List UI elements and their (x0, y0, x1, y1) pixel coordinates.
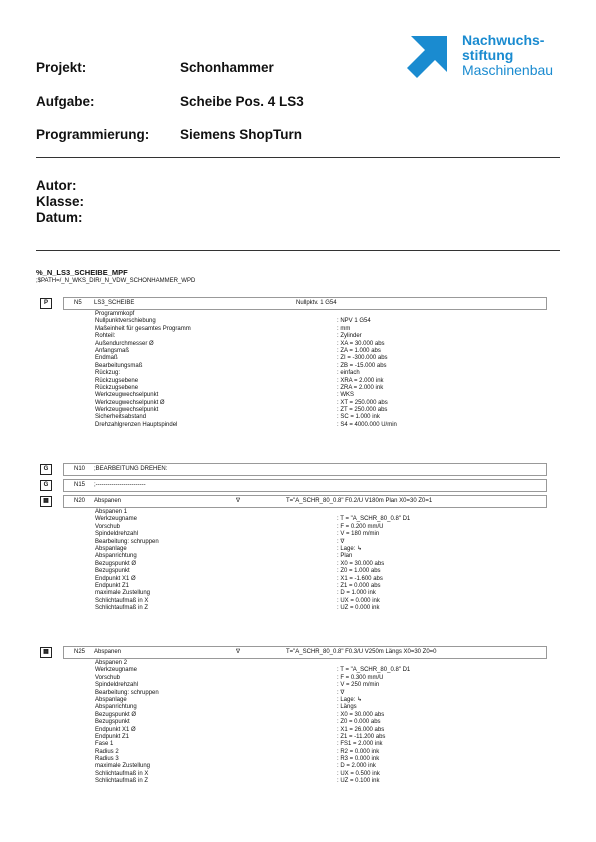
param-value: : Z0 = 1.000 abs (337, 568, 381, 575)
param-label: Endpunkt Z1 (95, 733, 130, 740)
param-value: : R3 = 0.000 ink (337, 756, 380, 763)
param-row (95, 712, 515, 719)
class-label: Klasse: (36, 194, 85, 209)
param-label: maximale Zustellung (95, 590, 151, 597)
param-row (95, 704, 515, 711)
block-number: N10 (74, 466, 86, 472)
g-code-icon: G (40, 464, 52, 475)
param-value: : ∇ (337, 538, 345, 545)
block-name: Abspanen (94, 649, 122, 655)
param-label: Vorschub (95, 674, 121, 681)
param-row (95, 311, 515, 318)
param-row (95, 660, 515, 667)
block-summary: Nullpktv. 1 G54 (296, 300, 337, 306)
param-label: Endmaß (95, 355, 118, 362)
param-value: : D = 1.000 ink (337, 590, 376, 597)
param-row (95, 385, 515, 392)
param-row (95, 682, 515, 689)
param-label: Endpunkt X1 Ø (95, 726, 136, 733)
param-value: : Lage: ↳ (337, 545, 363, 552)
param-label: Bezugspunkt Ø (95, 560, 137, 567)
param-row (95, 561, 515, 568)
param-row (95, 590, 515, 597)
param-row (95, 318, 515, 325)
param-row (95, 370, 515, 377)
param-row (95, 539, 515, 546)
param-row (95, 778, 515, 785)
logo (405, 30, 565, 82)
param-label: Abspanen 1 (95, 509, 128, 515)
param-value: : V = 250 m/min (337, 682, 380, 689)
param-value: : XT = 250.000 abs (337, 399, 388, 406)
block-name: Abspanen (94, 498, 122, 504)
param-row (95, 727, 515, 734)
param-row (95, 392, 515, 399)
param-value: : Lage: ↳ (337, 696, 363, 703)
param-row (95, 348, 515, 355)
param-value: : UX = 0.000 ink (337, 597, 380, 604)
param-value: : F = 0.300 mm/U (337, 674, 384, 681)
param-row (95, 741, 515, 748)
param-label: Drehzahlgrenzen Hauptspindel (95, 421, 178, 428)
param-value: : XRA = 2.000 ink (337, 377, 384, 384)
param-value: : ZRA = 2.000 ink (337, 384, 384, 391)
block-header (63, 495, 547, 508)
param-value: : Längs (337, 704, 357, 711)
header-value: Scheibe Pos. 4 LS3 (180, 94, 304, 109)
param-value: : X1 = -1.600 abs (337, 575, 383, 582)
param-row (95, 363, 515, 370)
param-row (95, 400, 515, 407)
param-row (95, 719, 515, 726)
param-value: : X0 = 30.000 abs (337, 711, 385, 718)
param-row (95, 568, 515, 575)
param-label: Abspanlage (95, 696, 127, 703)
param-row (95, 553, 515, 560)
block-name: ;BEARBEITUNG DREHEN: (94, 466, 168, 472)
param-value: : Z1 = -11.200 abs (337, 733, 386, 740)
program-path: ;$PATH=/_N_WKS_DIR/_N_VDW_SCHONHAMMER_WPD (36, 278, 196, 284)
param-label: Bezugspunkt Ø (95, 711, 137, 718)
param-row (95, 749, 515, 756)
param-label: Werkzeugname (95, 667, 137, 674)
param-value: : ∇ (337, 689, 345, 696)
block-number: N5 (74, 300, 82, 306)
param-row (95, 509, 515, 516)
param-label: Werkzeugname (95, 516, 137, 523)
param-row (95, 675, 515, 682)
param-row (95, 333, 515, 340)
param-row (95, 667, 515, 674)
header-label: Programmierung: (36, 127, 150, 142)
logo-line: Nachwuchs- (462, 32, 545, 48)
param-value: : X1 = 26.000 abs (337, 726, 385, 733)
param-row (95, 583, 515, 590)
header-label: Projekt: (36, 60, 87, 75)
param-value: : XA = 30.000 abs (337, 340, 385, 347)
param-value: : Z0 = 0.000 abs (337, 719, 381, 726)
param-label: Endpunkt X1 Ø (95, 575, 136, 582)
param-label: Schlichtaufmaß in X (95, 597, 149, 604)
param-label: Maßeinheit für gesamtes Programm (95, 325, 191, 332)
param-value: : UX = 0.500 ink (337, 770, 380, 777)
logo-line: stiftung (462, 47, 514, 63)
g-code-icon: G (40, 480, 52, 491)
param-value: : ZB = -15.000 abs (337, 362, 387, 369)
stock-removal-icon: ▦ (40, 496, 52, 507)
param-value: : einfach (337, 370, 360, 377)
param-row (95, 355, 515, 362)
param-row (95, 422, 515, 429)
param-label: Abspanrichtung (95, 704, 137, 711)
block-name: LS3_SCHEIBE (94, 300, 135, 306)
param-value: : ZA = 1.000 abs (337, 347, 381, 354)
param-value: : F = 0.200 mm/U (337, 523, 384, 530)
param-value: : S4 = 4000.000 U/min (337, 421, 397, 428)
param-value: : SC = 1.000 ink (337, 414, 380, 421)
param-label: Schlichtaufmaß in Z (95, 778, 149, 785)
param-label: Spindeldrehzahl (95, 682, 139, 689)
block-number: N15 (74, 482, 86, 488)
param-row (95, 697, 515, 704)
param-row (95, 690, 515, 697)
block-header (63, 463, 547, 476)
header-label: Aufgabe: (36, 94, 95, 109)
param-label: Endpunkt Z1 (95, 582, 130, 589)
param-value: : R2 = 0.000 ink (337, 748, 380, 755)
param-label: Radius 2 (95, 748, 119, 755)
param-value: : Plan (337, 553, 353, 560)
param-row (95, 546, 515, 553)
header-value: Siemens ShopTurn (180, 127, 303, 142)
param-label: Rückzugsebene (95, 384, 139, 391)
param-value: : mm (337, 325, 351, 332)
program-header-icon: P (40, 298, 52, 309)
param-label: Werkzeugwechselpunkt (95, 407, 159, 414)
param-value: : D = 2.000 ink (337, 763, 376, 770)
stock-removal-icon: ▦ (40, 647, 52, 658)
param-label: Schlichtaufmaß in Z (95, 605, 149, 612)
arrow-logo-icon (405, 32, 455, 80)
header-value: Schonhammer (180, 60, 274, 75)
author-block (36, 178, 84, 226)
param-label: Bearbeitung: schruppen (95, 538, 159, 545)
block-summary: T="A_SCHR_80_0.8" F0.2/U V180m Plan X0=30 Z0=1 (286, 498, 433, 504)
param-list (95, 660, 515, 786)
divider (36, 250, 560, 251)
param-value: : WKS (337, 392, 355, 399)
logo-line: Maschinenbau (462, 62, 554, 78)
param-label: Programmkopf (95, 311, 135, 317)
param-value: : ZI = -300.000 abs (337, 355, 388, 362)
param-row (95, 524, 515, 531)
param-row (95, 734, 515, 741)
param-row (95, 378, 515, 385)
block-header (63, 297, 547, 310)
param-label: Vorschub (95, 523, 121, 530)
param-label: Bearbeitung: schruppen (95, 689, 159, 696)
param-list (95, 311, 515, 429)
param-label: Fase 1 (95, 741, 114, 748)
author-label: Autor: (36, 178, 77, 193)
param-row (95, 598, 515, 605)
param-value: : UZ = 0.100 ink (337, 778, 380, 785)
param-value: : Zylinder (337, 333, 362, 340)
param-value: : T = "A_SCHR_80_0.8" D1 (337, 516, 411, 523)
block-header (63, 646, 547, 659)
param-value: : NPV 1 G54 (337, 318, 371, 325)
block-name: ;------------------------- (94, 482, 146, 488)
param-label: Rohteil: (95, 333, 116, 340)
date-label: Datum: (36, 210, 83, 225)
program-title: %_N_LS3_SCHEIBE_MPF (36, 268, 128, 277)
param-label: Werkzeugwechselpunkt (95, 392, 159, 399)
block-header (63, 479, 547, 492)
param-value: : Z1 = 0.000 abs (337, 582, 381, 589)
param-label: Rückzugsebene (95, 377, 139, 384)
divider (36, 157, 560, 158)
roughing-icon: ∇ (236, 649, 241, 655)
param-row (95, 414, 515, 421)
param-label: Anfangsmaß (95, 347, 130, 354)
param-row (95, 771, 515, 778)
block-summary: T="A_SCHR_80_0.8" F0.3/U V250m Längs X0=30 Z0=0 (286, 649, 437, 655)
param-label: maximale Zustellung (95, 763, 151, 770)
param-row (95, 516, 515, 523)
param-row (95, 756, 515, 763)
param-value: : FS1 = 2.000 ink (337, 741, 383, 748)
block-number: N25 (74, 649, 86, 655)
param-label: Spindeldrehzahl (95, 531, 139, 538)
param-row (95, 326, 515, 333)
roughing-icon: ∇ (236, 498, 241, 504)
param-row (95, 531, 515, 538)
param-label: Abspanlage (95, 545, 127, 552)
param-label: Schlichtaufmaß in X (95, 770, 149, 777)
param-value: : V = 180 m/min (337, 531, 380, 538)
param-label: Radius 3 (95, 756, 119, 763)
param-value: : T = "A_SCHR_80_0.8" D1 (337, 667, 411, 674)
param-label: Sicherheitsabstand (95, 414, 147, 421)
param-label: Außendurchmesser Ø (95, 340, 154, 347)
param-list (95, 509, 515, 612)
param-label: Bezugspunkt (95, 568, 130, 575)
param-value: : UZ = 0.000 ink (337, 605, 380, 612)
block-number: N20 (74, 498, 86, 504)
param-label: Abspanrichtung (95, 553, 137, 560)
param-value: : ZT = 250.000 abs (337, 407, 388, 414)
param-row (95, 605, 515, 612)
param-label: Werkzeugwechselpunkt Ø (95, 399, 165, 406)
param-row (95, 576, 515, 583)
param-label: Bezugspunkt (95, 719, 130, 726)
param-row (95, 407, 515, 414)
param-value: : X0 = 30.000 abs (337, 560, 385, 567)
param-label: Rückzug: (95, 370, 121, 377)
param-label: Abspanen 2 (95, 660, 128, 666)
param-label: Bearbeitungsmaß (95, 362, 143, 369)
param-row (95, 763, 515, 770)
param-label: Nullpunktverschiebung (95, 318, 156, 325)
param-row (95, 341, 515, 348)
